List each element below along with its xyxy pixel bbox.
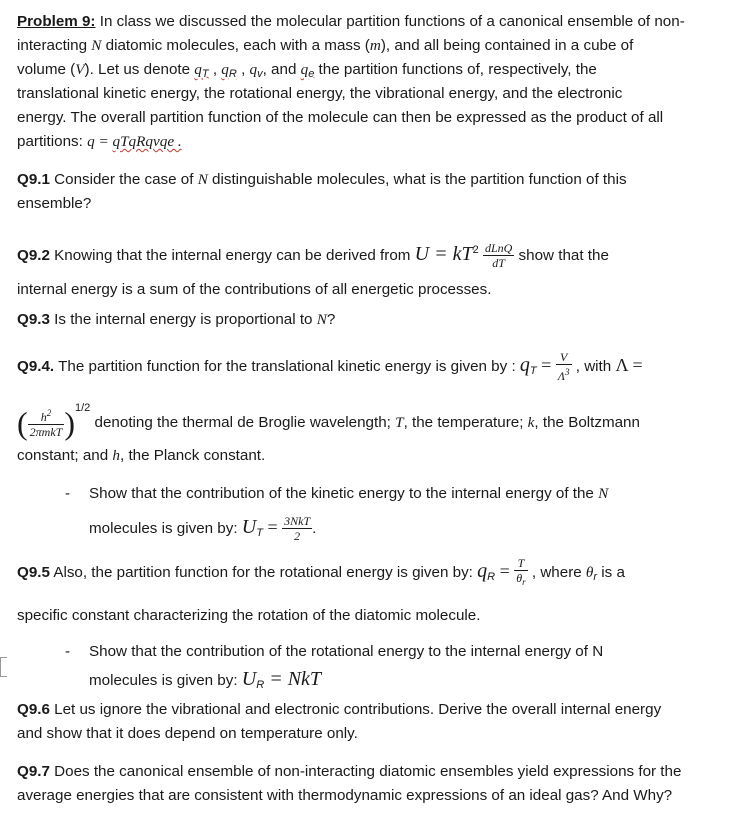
energy-equation: U = kT	[414, 243, 473, 265]
bullet-dash: -	[65, 643, 71, 660]
margin-bracket	[0, 657, 7, 677]
h-over-2pimkt-fraction: $\frac{h^2}{\text{2πmkT}}$	[29, 408, 63, 440]
q-t-symbol: $q_T$	[194, 61, 209, 80]
q-r-symbol: $q_R$	[221, 61, 237, 80]
problem-label: Problem 9:	[17, 13, 96, 30]
dlnq-dt-fraction: $\frac{\text{dLnQ}}{dT}$	[484, 241, 513, 271]
q-e-symbol: $q_e$	[300, 61, 315, 80]
q-product: qTqRqvqe .	[112, 133, 182, 150]
q-v-symbol: $q_v$	[249, 61, 263, 80]
t-over-theta-fraction: $\frac{T}{\theta_r}$	[516, 556, 526, 588]
v-over-lambda-fraction: $\frac{V}{\Lambda^3}$	[557, 350, 570, 384]
3nkt-over-2-fraction: $\frac{\text{3NkT}}{2}$	[284, 514, 311, 544]
bullet-dash: -	[65, 485, 71, 502]
